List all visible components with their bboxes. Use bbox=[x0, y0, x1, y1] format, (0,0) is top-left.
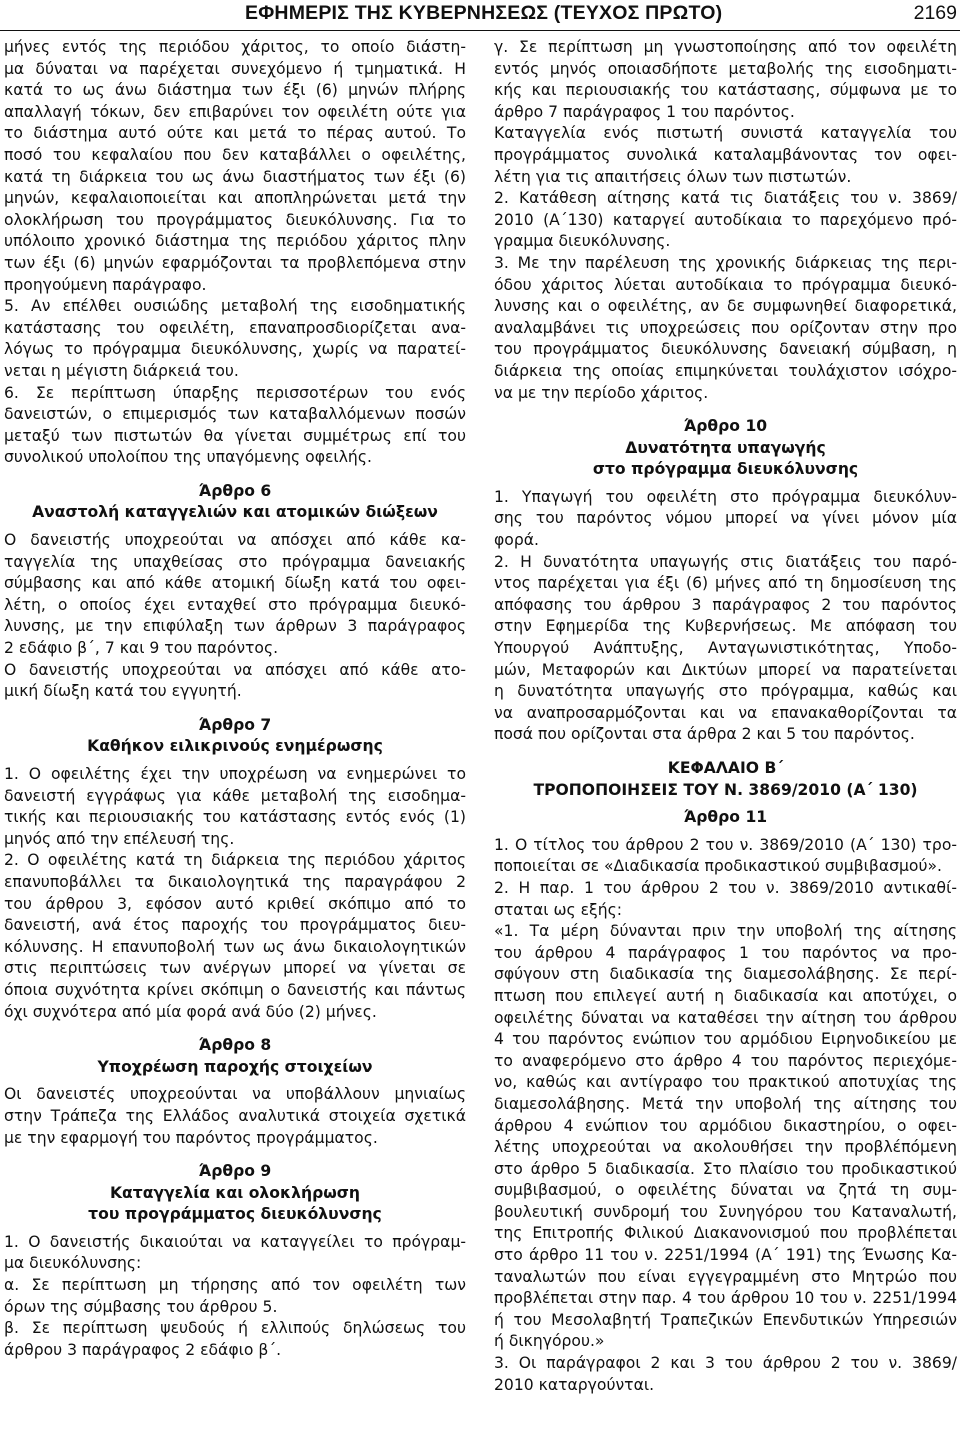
text-line: άρθρο 7 παράγραφος 1 του παρόντος. bbox=[494, 102, 795, 121]
article-6-paragraph-2 bbox=[4, 660, 466, 703]
text-line: μήνες εντός της περιόδου χάριτος, το οποίο διάστη- bbox=[4, 38, 466, 56]
text-line: άρθρου 3 παράγραφος 2 εδάφιο β΄. bbox=[4, 1340, 282, 1359]
text-line: όχι συχνότερα από μία φορά ανά δύο (2) μήνες. bbox=[4, 1002, 377, 1021]
article-11-paragraph-3 bbox=[494, 921, 957, 1353]
text-line: στο άρθρο 11 του ν. 2251/1994 (Α΄ 191) της Ένωσης Κα- bbox=[494, 1246, 957, 1265]
left-column bbox=[4, 37, 466, 1361]
text-line: 4 του παρόντος ενώπιον του αρμόδιου Ειρηνοδικείου με bbox=[494, 1030, 957, 1049]
text-line: γραμμα διευκόλυνσης. bbox=[494, 232, 671, 251]
text-line: της Επιτροπής Φιλικού Διακανονισμού που προβλέπεται bbox=[494, 1224, 957, 1243]
article-7-paragraph-2 bbox=[4, 850, 466, 1023]
text-line: 3. Με την παρέλευση της χρονικής διάρκειας της περι- bbox=[494, 253, 957, 272]
text-line: πτωση που επιλεγεί αυτή η διαδικασία και αποτύχει, ο bbox=[494, 986, 957, 1005]
article-6-paragraph-1 bbox=[4, 530, 466, 660]
text-line: μα δύναται να παρέχεται συνεχόμενο ή τμηματικά. Η bbox=[4, 59, 466, 78]
text-line: ολοκλήρωση του προγράμματος διευκόλυνσης. Για το bbox=[4, 210, 466, 229]
chapter-title: ΚΕΦΑΛΑΙΟ Β΄ bbox=[667, 759, 784, 777]
article-9-point-b bbox=[4, 1318, 466, 1361]
text-line: ποσά που ορίζονται στα άρθρα 2 και 5 του παρόντος. bbox=[494, 725, 915, 744]
text-line: προγράμματος συνολικά καταλαμβάνοντας τον οφει- bbox=[494, 145, 957, 164]
article-9-title: Άρθρο 9 bbox=[198, 1162, 272, 1181]
text-line: γ. Σε περίπτωση μη γνωστοποίησης από τον οφειλέτη bbox=[494, 38, 957, 56]
text-line: 2. Κατάθεση αίτησης κατά τις διατάξεις του ν. 3869/ bbox=[494, 189, 957, 208]
paragraph-intro bbox=[4, 37, 466, 296]
text-line: β. Σε περίπτωση ψευδούς ή ελλιπούς δηλώσεως του bbox=[4, 1319, 466, 1338]
text-line: σφύγουν στη διαδικασία της διαμεσολάβησης. Σε περί- bbox=[494, 965, 957, 984]
text-line: η δυνατότητα υπαγωγής στο πρόγραμμα, καθώς και bbox=[494, 682, 957, 701]
article-10-paragraph-2 bbox=[494, 552, 957, 746]
paragraph-6 bbox=[4, 383, 466, 469]
text-line: συμβιβασμού, ο οφειλέτης δύναται να ζητά τη συμ- bbox=[494, 1181, 957, 1200]
text-line: δανειστών, ο επιμερισμός των καταβαλλόμενων ποσών bbox=[4, 405, 466, 424]
text-line: στην Εφημερίδα της Κυβερνήσεως. Με απόφαση του bbox=[494, 617, 957, 636]
text-line: του άρθρου 4 παράγραφος 1 του παρόντος να προ- bbox=[494, 943, 957, 962]
article-9-point-a bbox=[4, 1275, 466, 1318]
article-10-paragraph-1 bbox=[494, 487, 957, 552]
text-line: α. Σε περίπτωση μη τήρησης από τον οφειλέτη των bbox=[4, 1276, 466, 1295]
text-line: τικής και περιουσιακής του κατάστασης εντός ενός (1) bbox=[4, 808, 466, 827]
text-line: το αναφερόμενο στο άρθρο 4 του παρόντος περιεχόμε- bbox=[494, 1051, 957, 1070]
article-8-title: Άρθρο 8 bbox=[198, 1036, 272, 1055]
text-line: νο, καθώς και αντίγραφο του πρακτικού αποτυχίας της bbox=[494, 1073, 957, 1092]
text-line: κατά το ως άνω διάστημα των έξι (6) μηνών πλήρης bbox=[4, 81, 466, 100]
text-line: στην Τράπεζα της Ελλάδος αναλυτικά στοιχεία σχετικά bbox=[4, 1106, 466, 1125]
text-line: να αναπροσαρμόζονται και να επανακαθορίζονται τα bbox=[494, 703, 957, 722]
text-line: απαλλαγή τόκων, δεν επιβαρύνει τον οφειλέτη ούτε για bbox=[4, 102, 466, 121]
text-line: προηγούμενη παράγραφο. bbox=[4, 275, 207, 294]
text-line: αναλαμβάνει τις υποχρεώσεις που ορίζονταν στην προ bbox=[494, 318, 957, 337]
article-9-termination-note bbox=[494, 123, 957, 188]
right-column bbox=[494, 37, 957, 1396]
text-line: σταται ως εξής: bbox=[494, 900, 623, 919]
text-line: 1. Υπαγωγή του οφειλέτη στο πρόγραμμα διευκόλυν- bbox=[494, 487, 957, 506]
publication-title: ΕΦΗΜΕΡΙΣ ΤΗΣ ΚΥΒΕΡΝΗΣΕΩΣ (ΤΕΥΧΟΣ ΠΡΩΤΟ) bbox=[245, 2, 723, 24]
article-10-title: Άρθρο 10 bbox=[683, 417, 768, 436]
article-9-paragraph-1 bbox=[4, 1232, 466, 1275]
text-line: ταγγελία της υπαχθείσας στο πρόγραμμα δανειακής bbox=[4, 552, 466, 571]
article-10-subtitle-cont: στο πρόγραμμα διευκόλυνσης bbox=[592, 460, 859, 479]
article-7-subtitle: Καθήκον ειλικρινούς ενημέρωσης bbox=[87, 737, 383, 756]
text-line: φορά. bbox=[494, 531, 539, 550]
text-line: ή δικηγόρου.» bbox=[494, 1332, 605, 1351]
text-line: οφειλέτης δύναται να καταθέσει την αίτηση του άρθρου bbox=[494, 1008, 957, 1027]
text-line: Ο δανειστής υποχρεούται να απόσχει από κάθε ατο- bbox=[4, 660, 466, 679]
article-8-subtitle: Υποχρέωση παροχής στοιχείων bbox=[97, 1057, 373, 1076]
text-line: μών, Μεταφορών και Δικτύων μπορεί να παρατείνεται bbox=[494, 660, 957, 679]
text-line: όρων της σύμβασης του άρθρου 5. bbox=[4, 1297, 278, 1316]
article-6-title: Άρθρο 6 bbox=[198, 481, 272, 500]
text-line: κατάστασης του οφειλέτη, επαναπροσδιορίζεται ανα- bbox=[4, 318, 466, 337]
article-9-paragraph-3 bbox=[494, 253, 957, 404]
text-line: λέτη, ο οποίος έχει ενταχθεί στο πρόγραμμα διευκό- bbox=[4, 595, 466, 614]
text-line: δανειστή εγγράφως για κάθε μεταβολή της εισοδημα- bbox=[4, 786, 466, 805]
text-line: με την εφαρμογή του παρόντος προγράμματος. bbox=[4, 1128, 378, 1147]
text-line: λόγως το πρόγραμμα διευκόλυνσης, χωρίς να παρατεί- bbox=[4, 340, 466, 359]
text-line: 1. Ο δανειστής δικαιούται να καταγγείλει το πρόγραμ- bbox=[4, 1232, 466, 1251]
text-line: διαμεσολάβησης. Μετά την υποβολή της αίτησης του bbox=[494, 1094, 957, 1113]
text-line: όποια συχνότητα κρίνει σκόπιμη ο δανειστής και πάντως bbox=[4, 980, 466, 999]
text-line: Οι δανειστές υποχρεούνται να υποβάλλουν μηνιαίως bbox=[4, 1085, 466, 1104]
text-line: των έξι (6) μηνών εφαρμόζονται τα προβλεπόμενα στην bbox=[4, 253, 466, 272]
text-line: συνολικού υπολοίπου της υπαγόμενης οφειλής. bbox=[4, 448, 372, 467]
article-11-paragraph-2 bbox=[494, 878, 957, 921]
text-line: λυνσης, με την επιφύλαξη των άρθρων 3 παράγραφος bbox=[4, 617, 466, 636]
text-line: λέτης υποχρεούται να ακολουθήσει την προβλέπόμενη bbox=[494, 1138, 957, 1157]
text-line: σης του παρόντος νόμου μπορεί να γίνει μόνον μία bbox=[494, 509, 957, 528]
text-line: ταναλωτών που είναι εγγεγραμμένη στο Μητρώο που bbox=[494, 1267, 957, 1286]
article-9-subtitle-cont: του προγράμματος διευκόλυνσης bbox=[88, 1205, 382, 1224]
text-line: Ο δανειστής υποχρεούται να απόσχει από κάθε κα- bbox=[4, 531, 466, 550]
text-line: στο άρθρο 5 διαδικασία. Στο πλαίσιο του προδικαστικού bbox=[494, 1159, 957, 1178]
article-9-subtitle: Καταγγελία και ολοκλήρωση bbox=[109, 1183, 361, 1202]
text-line: το διάστημα αυτό ούτε και μετά το πέρας αυτού. Το bbox=[4, 124, 466, 143]
text-line: ή του Μεσολαβητή Τραπεζικών Επενδυτικών Υπηρεσιών bbox=[494, 1310, 957, 1329]
text-line: δανειστή, ανά έτος παροχής του προγράμματος διευ- bbox=[4, 916, 466, 935]
text-line: του άρθρου 3, εφόσον αυτό κριθεί σκόπιμο από το bbox=[4, 894, 466, 913]
text-line: να με την περίοδο χάριτος. bbox=[494, 383, 709, 402]
text-line: νεται η μέγιστη διάρκειά του. bbox=[4, 361, 239, 380]
text-line: μα διευκόλυνσης: bbox=[4, 1254, 142, 1273]
article-11-title: Άρθρο 11 bbox=[683, 808, 768, 827]
text-line: 2 εδάφιο β΄, 7 και 9 του παρόντος. bbox=[4, 639, 279, 658]
text-line: προβλέπεται στην παρ. 4 του άρθρου 10 του ν. 2251/1994 bbox=[494, 1289, 957, 1308]
text-line: Καταγγελία ενός πιστωτή συνιστά καταγγελία του bbox=[494, 124, 957, 143]
text-line: βουλευτική συνδρομή του Συνηγόρου του Καταναλωτή, bbox=[494, 1202, 957, 1221]
text-line: στις περιπτώσεις των ανέργων μπορεί να γίνεται σε bbox=[4, 959, 466, 978]
article-9-point-c bbox=[494, 37, 957, 123]
article-7-paragraph-1 bbox=[4, 764, 466, 850]
text-line: 6. Σε περίπτωση ύπαρξης περισσοτέρων του ενός bbox=[4, 383, 466, 402]
article-11-paragraph-1 bbox=[494, 835, 957, 878]
text-line: μηνών, κεφαλαιοποιείται και αποπληρώνεται μετά την bbox=[4, 189, 466, 208]
text-line: ποποιείται σε «Διαδικασία προδικαστικού συμβιβασμού». bbox=[494, 857, 942, 876]
text-line: μική δίωξη κατά του εγγυητή. bbox=[4, 682, 242, 701]
page-header bbox=[0, 0, 960, 31]
text-line: ποσό του κεφαλαίου που δεν καταβάλλει ο οφειλέτης, bbox=[4, 145, 466, 164]
article-8-paragraph-1 bbox=[4, 1084, 466, 1149]
text-line: 1. Ο οφειλέτης έχει την υποχρέωση να ενημερώνει το bbox=[4, 765, 466, 783]
text-line: 2. Η παρ. 1 του άρθρου 2 του ν. 3869/2010 αντικαθί- bbox=[494, 878, 957, 897]
text-line: επανυποβάλλει τα δικαιολογητικά της παραγράφου 2 bbox=[4, 872, 466, 891]
text-line: όδου χάριτος λύεται αυτοδίκαια το πρόγραμμα διευκό- bbox=[494, 275, 957, 294]
text-line: μεταξύ των πιστωτών θα γίνεται συμμέτρως επί του bbox=[4, 426, 466, 445]
text-line: 2010 καταργούνται. bbox=[494, 1375, 655, 1394]
text-line: 2010 (Α΄130) καταργεί αυτοδίκαια το παρεχόμενο πρό- bbox=[494, 210, 957, 229]
text-line: διάρκεια της οποίας επιμηκύνεται τουλάχιστον ισόχρο- bbox=[494, 361, 957, 380]
text-line: 1. Ο τίτλος του άρθρου 2 του ν. 3869/2010 (Α΄ 130) τρο- bbox=[494, 835, 957, 854]
text-line: «1. Τα μέρη δύνανται πριν την υποβολή της αίτησης bbox=[494, 922, 957, 941]
text-line: Υπουργού Ανάπτυξης, Ανταγωνιστικότητας, Υποδο- bbox=[494, 639, 957, 658]
article-9-paragraph-2 bbox=[494, 188, 957, 253]
text-line: κής και περιουσιακής του κατάστασης, σύμφωνα με το bbox=[494, 81, 957, 100]
text-line: ντος παρέχεται για έξι (6) μήνες από τη δημοσίευση της bbox=[494, 574, 957, 593]
text-line: 2. Η δυνατότητα υπαγωγής στις διατάξεις του παρό- bbox=[494, 552, 957, 571]
article-11-paragraph-4 bbox=[494, 1353, 957, 1396]
text-line: του προγράμματος διευκόλυνσης δανειακή σύμβαση, η bbox=[494, 340, 957, 359]
text-line: υπόλοιπο χρονικό διάστημα της περιόδου χάριτος πλην bbox=[4, 232, 466, 251]
text-line: κόλυνσης. Η επανυποβολή των ως άνω δικαιολογητικών bbox=[4, 937, 466, 956]
text-line: μηνός από την επέλευσή της. bbox=[4, 829, 235, 848]
article-10-subtitle: Δυνατότητα υπαγωγής bbox=[625, 438, 826, 457]
paragraph-5 bbox=[4, 296, 466, 382]
text-line: απόφασης του άρθρου 3 παράγραφος 2 του παρόντος bbox=[494, 595, 957, 614]
article-7-title: Άρθρο 7 bbox=[198, 715, 272, 734]
text-line: λυνσης και ο οφειλέτης, αν δε συμφωνηθεί διαφορετικά, bbox=[494, 297, 957, 316]
text-line: εντός μηνός οποιασδήποτε μεταβολής της εισοδηματι- bbox=[494, 59, 957, 78]
text-line: άρθρου 4 ενώπιον του αρμόδιου δικαστηρίου, ο οφει- bbox=[494, 1116, 957, 1135]
article-6-subtitle: Αναστολή καταγγελιών και ατομικών διώξεων bbox=[32, 503, 438, 522]
text-line: κατά τη διάρκεια του ως άνω διαστήματος των έξι (6) bbox=[4, 167, 466, 186]
text-line: 5. Αν επέλθει ουσιώδης μεταβολή της εισοδηματικής bbox=[4, 297, 466, 316]
text-line: λέτη για τις απαιτήσεις όλων των πιστωτών. bbox=[494, 167, 852, 186]
page-number: 2169 bbox=[913, 2, 957, 24]
chapter-subtitle: ΤΡΟΠΟΠΟΙΗΣΕΙΣ ΤΟΥ Ν. 3869/2010 (Α΄ 130) bbox=[533, 780, 918, 799]
text-line: 2. Ο οφειλέτης κατά τη διάρκεια της περιόδου χάριτος bbox=[4, 851, 466, 870]
text-line: σύμβασης και από κάθε ατομική δίωξη κατά του οφει- bbox=[4, 574, 466, 593]
text-line: 3. Οι παράγραφοι 2 και 3 του άρθρου 2 του ν. 3869/ bbox=[494, 1354, 957, 1373]
